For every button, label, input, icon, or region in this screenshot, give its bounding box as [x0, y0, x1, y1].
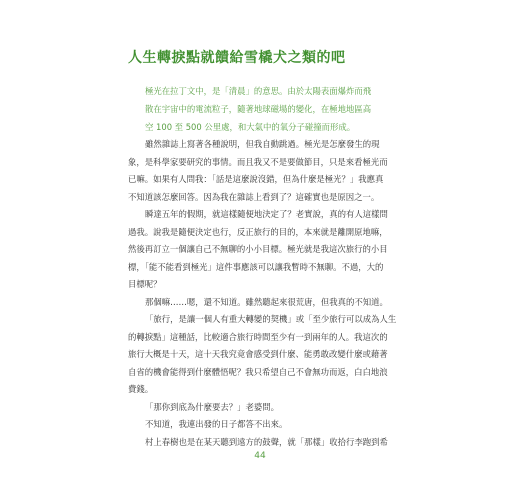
body-line: 那個嘛……嗯，還不知道。雖然聽起來很荒唐，但我真的不知道。 — [145, 296, 388, 307]
body-line: 雖然雜誌上寫著各種說明，但我自動跳過。極光是怎麼發生的現 — [145, 139, 380, 149]
body-line: 「那你到底為什麼要去？」老婆問。 — [145, 401, 279, 412]
body-line: 瞬達五年的假期，就這樣隨便地決定了？老實說，真的有人這樣問 — [145, 209, 388, 219]
body-line: 的轉捩點」這種話，比較適合旅行時間至少有一到兩年的人。我這次的 — [128, 331, 388, 342]
body-line: 象，是科學家要研究的事情。而且我又不是要做節目，只是來看極光而 — [128, 156, 388, 167]
body-line: 不知道，我連出發的日子都答不出來。 — [145, 419, 288, 429]
body-line: 然後再訂立一個讓自己不無聊的小小目標。極光就是我這次旅行的小目 — [128, 244, 388, 254]
aurora-note — [145, 82, 393, 136]
note-line: 散在宇宙中的電流粒子，隨著地球磁場的變化，在極地地區高 — [145, 104, 372, 114]
body-line: 旅行大概是十天，這十天我究竟會感受到什麼、能勇敢改變什麼或藉著 — [128, 349, 388, 359]
page-number: 44 — [254, 451, 266, 461]
body-line: 自省的機會能得到什麼體悟呢？我只希望自己不會無功而返，白白地浪 — [128, 366, 388, 377]
body-line: 不知道該怎麼回答。因為我在雜誌上看到了？這確實也是原因之一。 — [128, 191, 380, 202]
note-line: 空 100 至 500 公里處，和大氣中的氧分子碰撞而形成。 — [145, 122, 356, 132]
body-line: 目標呢？ — [128, 279, 162, 289]
body-line: 費錢。 — [128, 384, 154, 394]
note-line: 極光在拉丁文中，是「清晨」的意思。由於太陽表面爆炸而飛 — [145, 86, 372, 96]
body-line: 村上春樹也是在某天聽到遠方的鼓聲，就「那樣」收拾行李跑到希 — [145, 436, 388, 447]
body-text — [128, 136, 397, 451]
body-line: 已嘛。如果有人問我：「話是這麼說沒錯，但為什麼是極光？」我應真 — [128, 174, 384, 184]
body-line: 過我。說我是隨便決定也行，反正旅行的目的，本來就是離開原地嘛， — [128, 226, 388, 237]
body-line: 標，「能不能看到極光」這件事應該可以讓我暫時不無聊。不過，大的 — [128, 261, 384, 272]
body-line: 「旅行，是讓一個人有重大轉變的契機」或「至少旅行可以成為人生 — [145, 314, 397, 324]
chapter-title: 人生轉捩點就饋給雪橇犬之類的吧 — [128, 50, 346, 66]
